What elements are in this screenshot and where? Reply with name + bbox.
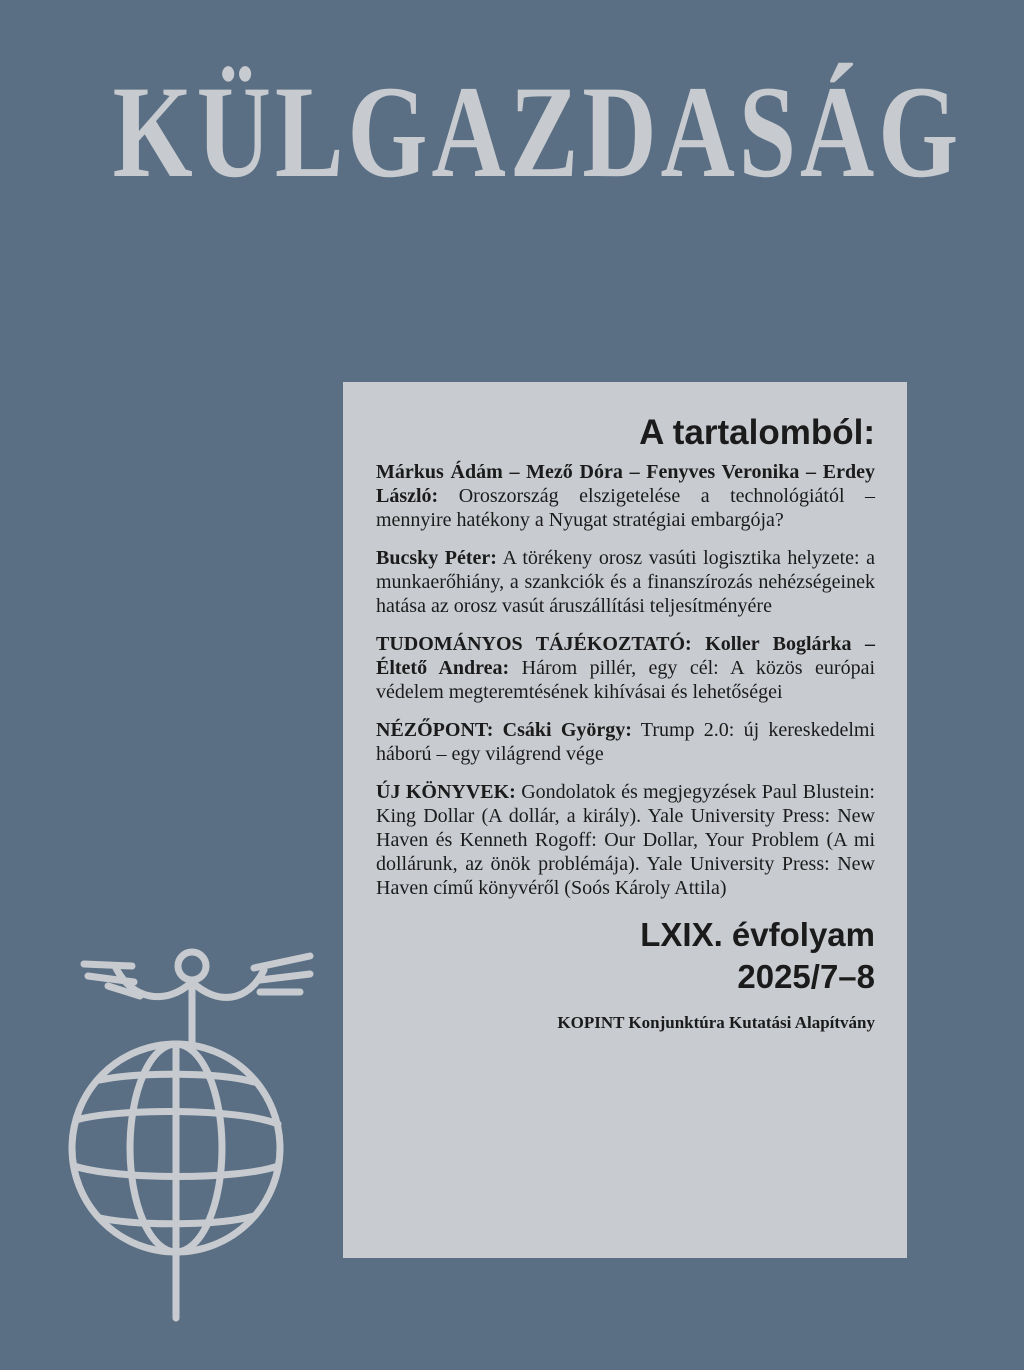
- contents-entry: [376, 780, 875, 900]
- contents-panel: [343, 382, 907, 1258]
- contents-entry: [376, 718, 875, 766]
- entry-title: Trump 2.0: új kereskedelmi háború – egy világrend vége: [376, 719, 876, 765]
- entry-title: A törékeny orosz vasúti logisztika helyzete: a munkaerőhiány, a szankciók és a finanszírozás nehézségeinek hatása az orosz vasút áruszállítási teljesítményére: [376, 547, 875, 617]
- contents-heading: A tartalomból:: [639, 413, 875, 452]
- entry-title: Gondolatok és megjegyzések Paul Blustein: King Dollar (A dollár, a király). Yale University Press: New Haven és Kenneth Rogoff: Our Dollar, Your Problem (A mi dollárunk, az önök problémája). Yale University Press: New Haven című könyvéről: [376, 781, 875, 899]
- entry-authors: Bucsky Péter:: [376, 547, 497, 569]
- entry-title: Oroszország elszigetelése a technológiától – mennyire hatékony a Nyugat stratégiai embargója?: [376, 485, 875, 531]
- entry-title: Három pillér, egy cél: A közös európai védelem megteremtésének kihívásai és lehetőségei: [376, 657, 875, 703]
- contents-entry: [376, 632, 875, 704]
- entry-reviewer: (Soós Károly Attila): [564, 877, 727, 899]
- entry-authors: Csáki György:: [493, 719, 632, 741]
- contents-entry: [376, 546, 875, 618]
- entry-section: NÉZŐPONT:: [376, 719, 494, 741]
- journal-title: KÜLGAZDASÁG: [112, 58, 963, 205]
- publisher-name: KOPINT Konjunktúra Kutatási Alapítvány: [557, 1013, 875, 1032]
- issue-number: 2025/7–8: [737, 958, 875, 995]
- contents-entry: [376, 460, 875, 532]
- entry-section: TUDOMÁNYOS TÁJÉKOZTATÓ:: [376, 633, 692, 655]
- entry-section: ÚJ KÖNYVEK:: [376, 781, 516, 803]
- volume-label: LXIX. évfolyam: [640, 916, 875, 953]
- globe-emblem-icon: [48, 930, 328, 1330]
- entry-authors: Márkus Ádám – Mező Dóra – Fenyves Veronika – Erdey László:: [376, 461, 875, 507]
- entry-authors: Koller Boglárka – Éltető Andrea:: [376, 633, 875, 679]
